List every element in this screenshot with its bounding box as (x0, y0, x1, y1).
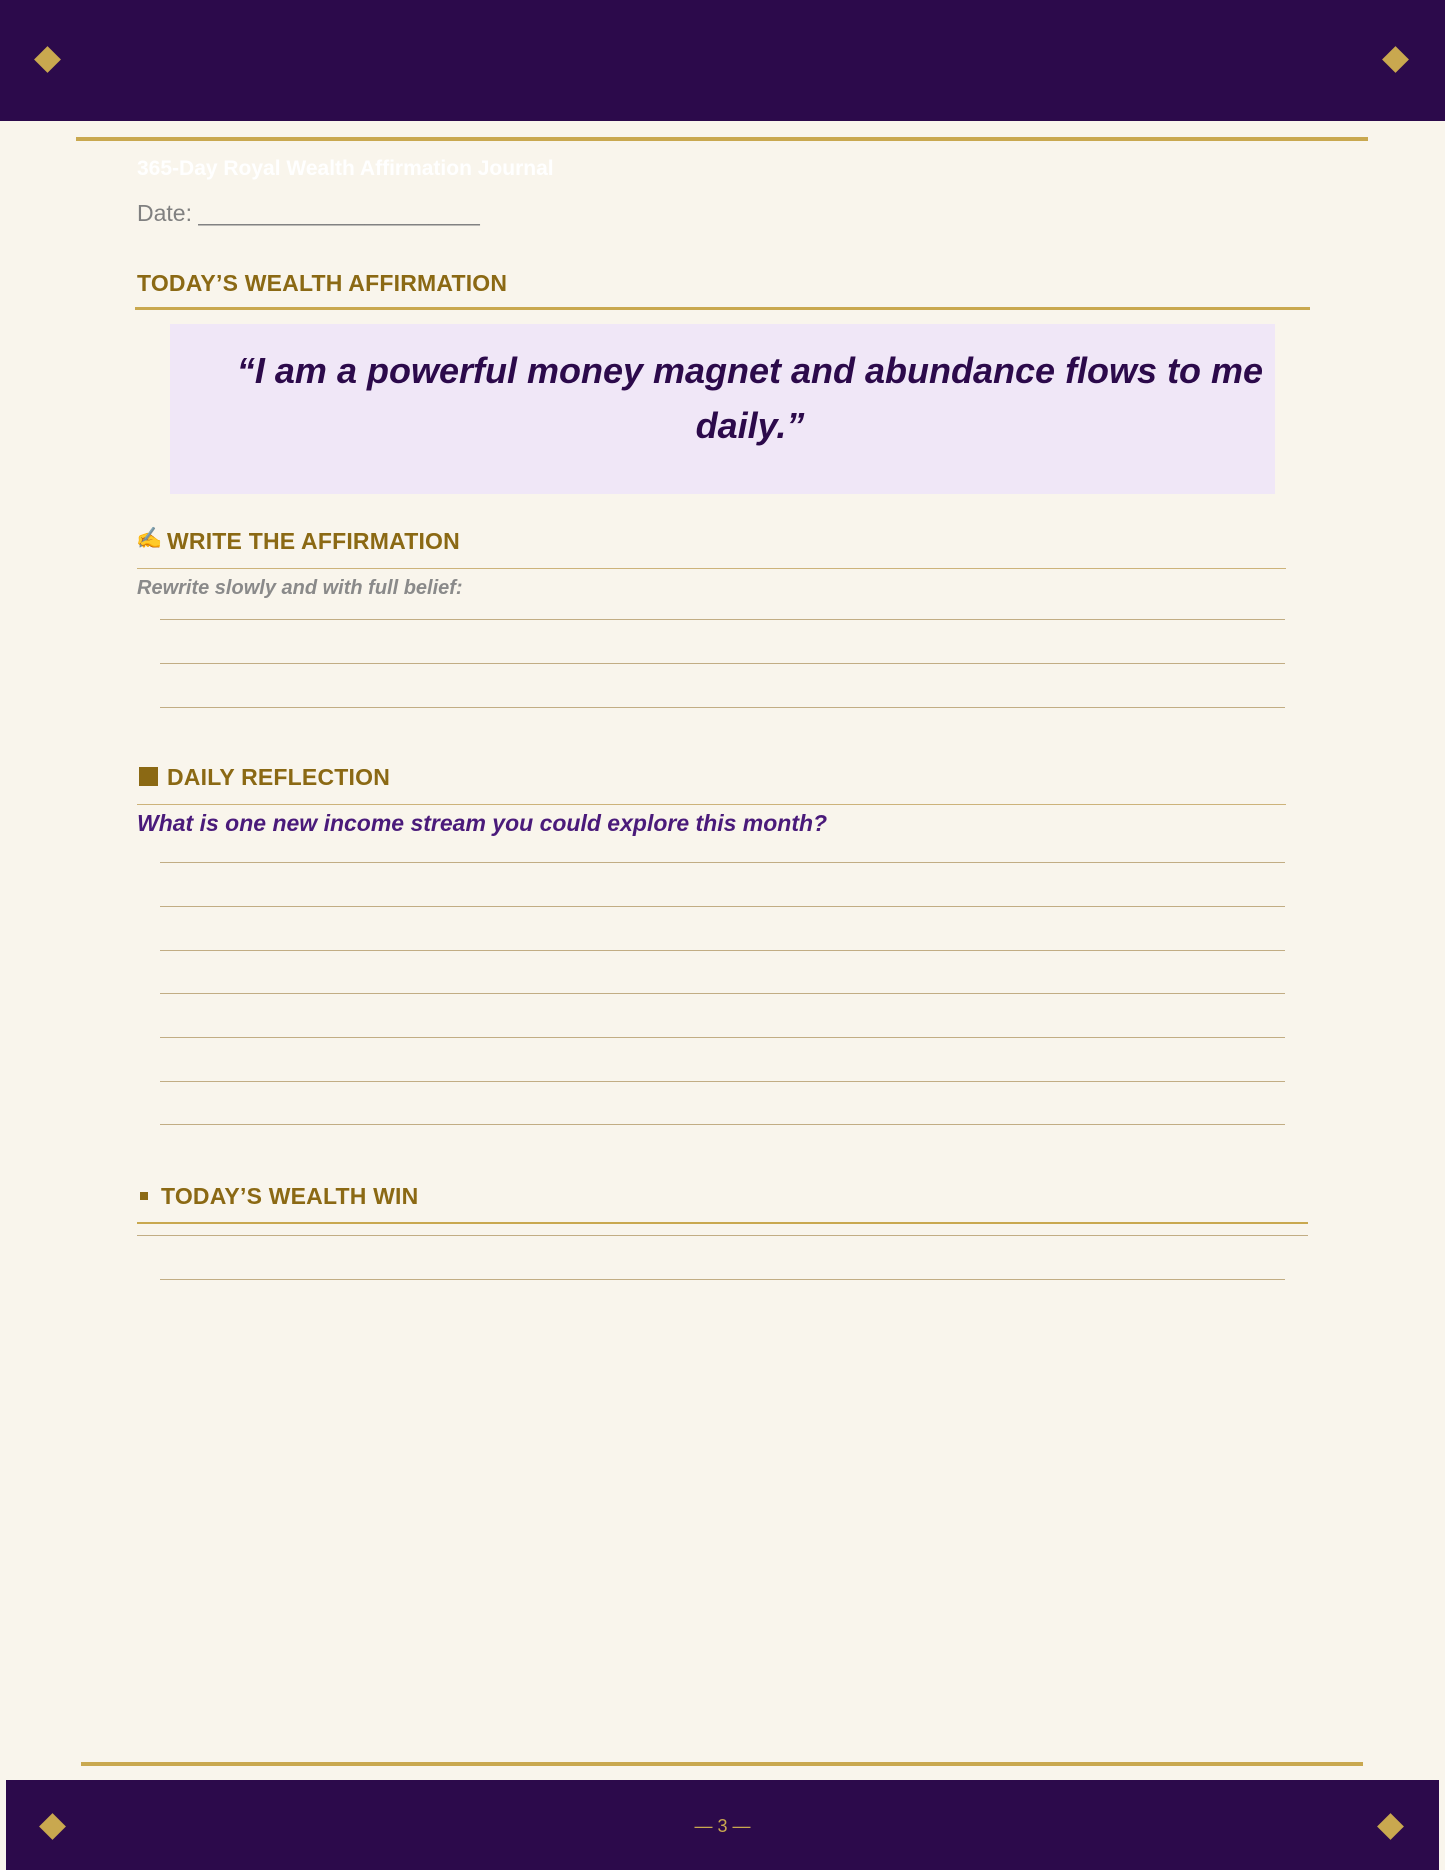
reflection-line-5[interactable] (160, 1037, 1285, 1038)
footer-gold-rule (81, 1762, 1363, 1766)
win-line-2[interactable] (160, 1279, 1285, 1280)
reflection-prompt: What is one new income stream you could explore this month? (137, 810, 828, 836)
reflection-line-6[interactable] (160, 1081, 1285, 1082)
reflection-line-1[interactable] (160, 862, 1285, 863)
reflection-line-4[interactable] (160, 993, 1285, 994)
writing-line-1[interactable] (160, 619, 1285, 620)
small-square-icon (140, 1192, 148, 1200)
header-band (0, 0, 1445, 121)
affirmation-quote: “I am a powerful money magnet and abundance flows to me daily.” (236, 350, 1264, 446)
date-field[interactable]: Date: ______________________ (137, 200, 480, 226)
header-gold-rule (76, 137, 1368, 141)
section-title-win: TODAY’S WEALTH WIN (161, 1183, 419, 1209)
section-title-reflection: DAILY REFLECTION (167, 764, 391, 790)
writing-hand-icon: ✍️ (136, 527, 163, 550)
journal-title: 365-Day Royal Wealth Affirmation Journal (137, 157, 554, 180)
reflection-line-2[interactable] (160, 906, 1285, 907)
reflection-title-rule (137, 804, 1286, 805)
writing-line-2[interactable] (160, 663, 1285, 664)
square-icon (139, 767, 158, 786)
win-title-rule (137, 1222, 1308, 1224)
write-title-rule (137, 568, 1286, 569)
section-title-affirmation: TODAY’S WEALTH AFFIRMATION (137, 270, 508, 296)
page-number: — 3 — (694, 1816, 751, 1836)
win-line-1[interactable] (137, 1235, 1308, 1236)
write-hint: Rewrite slowly and with full belief: (137, 577, 463, 599)
writing-line-3[interactable] (160, 707, 1285, 708)
reflection-line-3[interactable] (160, 950, 1285, 951)
reflection-line-7[interactable] (160, 1124, 1285, 1125)
affirmation-title-rule (135, 307, 1310, 310)
section-title-write: WRITE THE AFFIRMATION (167, 528, 460, 554)
